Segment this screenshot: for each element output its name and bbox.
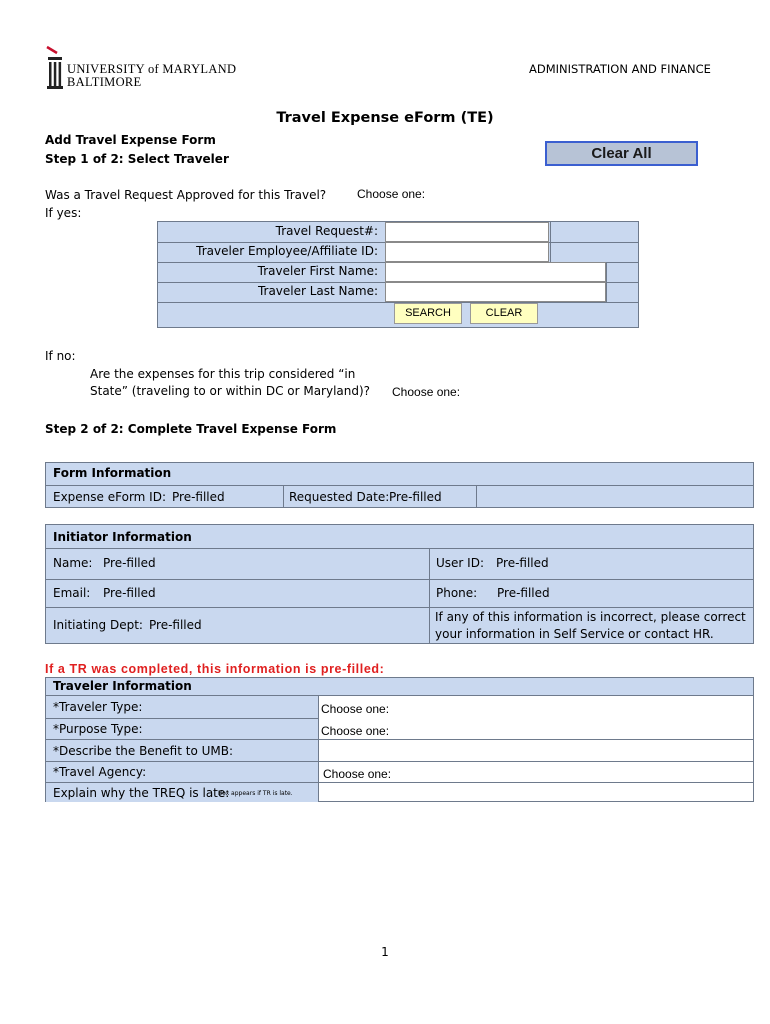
- purpose-type-label: *Purpose Type:: [53, 722, 143, 736]
- name-value: Pre-filled: [103, 556, 156, 570]
- name-label: Name:: [53, 556, 93, 570]
- dept-label: Initiating Dept:: [53, 618, 143, 632]
- userid-label: User ID:: [436, 556, 484, 570]
- logo-line2: BALTIMORE: [67, 75, 142, 89]
- purpose-type-select[interactable]: Choose one:: [321, 724, 390, 738]
- traveler-type-select[interactable]: Choose one:: [321, 702, 390, 716]
- prefill-warning: If a TR was completed, this information is pre-filled:: [45, 662, 385, 676]
- university-mace-icon: [45, 45, 65, 91]
- last-name-input[interactable]: [385, 282, 606, 302]
- email-label: Email:: [53, 586, 91, 600]
- info-note-line2: your information in Self Service or contact HR.: [435, 627, 714, 641]
- requested-date-value: Pre-filled: [389, 490, 442, 504]
- page-number: 1: [381, 945, 389, 959]
- benefit-label: *Describe the Benefit to UMB:: [53, 744, 234, 758]
- instate-question-line2: State” (traveling to or within DC or Maryland)?: [90, 384, 371, 398]
- logo-line1: UNIVERSITY of MARYLAND: [67, 62, 237, 76]
- add-form-heading: Add Travel Expense Form: [45, 133, 216, 147]
- if-no-label: If no:: [45, 349, 76, 363]
- instate-select[interactable]: Choose one:: [392, 385, 461, 399]
- search-button[interactable]: SEARCH: [394, 303, 462, 324]
- info-note-line1: If any of this information is incorrect, please correct: [435, 610, 746, 624]
- dept-value: Pre-filled: [149, 618, 202, 632]
- phone-label: Phone:: [436, 586, 478, 600]
- initiator-information-table: [45, 524, 754, 644]
- benefit-input[interactable]: [319, 740, 753, 761]
- form-info-heading: Form Information: [53, 466, 172, 480]
- travel-agency-label: *Travel Agency:: [53, 765, 147, 779]
- traveler-heading: Traveler Information: [53, 679, 192, 693]
- expense-id-value: Pre-filled: [172, 490, 225, 504]
- travel-request-question: Was a Travel Request Approved for this Travel?: [45, 188, 327, 202]
- step2-heading: Step 2 of 2: Complete Travel Expense Form: [45, 422, 337, 436]
- tr-approved-select[interactable]: Choose one:: [357, 187, 426, 201]
- if-yes-label: If yes:: [45, 206, 82, 220]
- step1-heading: Step 1 of 2: Select Traveler: [45, 152, 229, 166]
- treq-late-input[interactable]: [319, 783, 753, 802]
- requested-date-label: Requested Date:: [289, 490, 390, 504]
- traveler-type-label: *Traveler Type:: [53, 700, 143, 714]
- travel-request-label: Travel Request#:: [275, 224, 378, 238]
- page-title: Travel Expense eForm (TE): [276, 110, 494, 126]
- clear-button[interactable]: CLEAR: [470, 303, 538, 324]
- employee-id-input[interactable]: [385, 242, 549, 262]
- employee-id-label: Traveler Employee/Affiliate ID:: [196, 244, 378, 258]
- phone-value: Pre-filled: [497, 586, 550, 600]
- userid-value: Pre-filled: [496, 556, 549, 570]
- last-name-label: Traveler Last Name:: [257, 284, 378, 298]
- expense-id-label: Expense eForm ID:: [53, 490, 166, 504]
- form-information-table: [45, 462, 754, 508]
- email-value: Pre-filled: [103, 586, 156, 600]
- treq-late-label: Explain why the TREQ is late:: [53, 786, 230, 800]
- traveler-information-table: [45, 677, 754, 802]
- initiator-heading: Initiator Information: [53, 530, 192, 544]
- treq-late-hint: Box appears if TR is late.: [218, 790, 293, 797]
- instate-question-line1: Are the expenses for this trip considered “in: [90, 367, 356, 381]
- clear-all-button[interactable]: Clear All: [545, 141, 698, 166]
- first-name-input[interactable]: [385, 262, 606, 282]
- travel-request-input[interactable]: [385, 222, 549, 242]
- department-label: ADMINISTRATION AND FINANCE: [529, 62, 711, 76]
- first-name-label: Traveler First Name:: [257, 264, 378, 278]
- travel-agency-select[interactable]: Choose one:: [323, 767, 392, 781]
